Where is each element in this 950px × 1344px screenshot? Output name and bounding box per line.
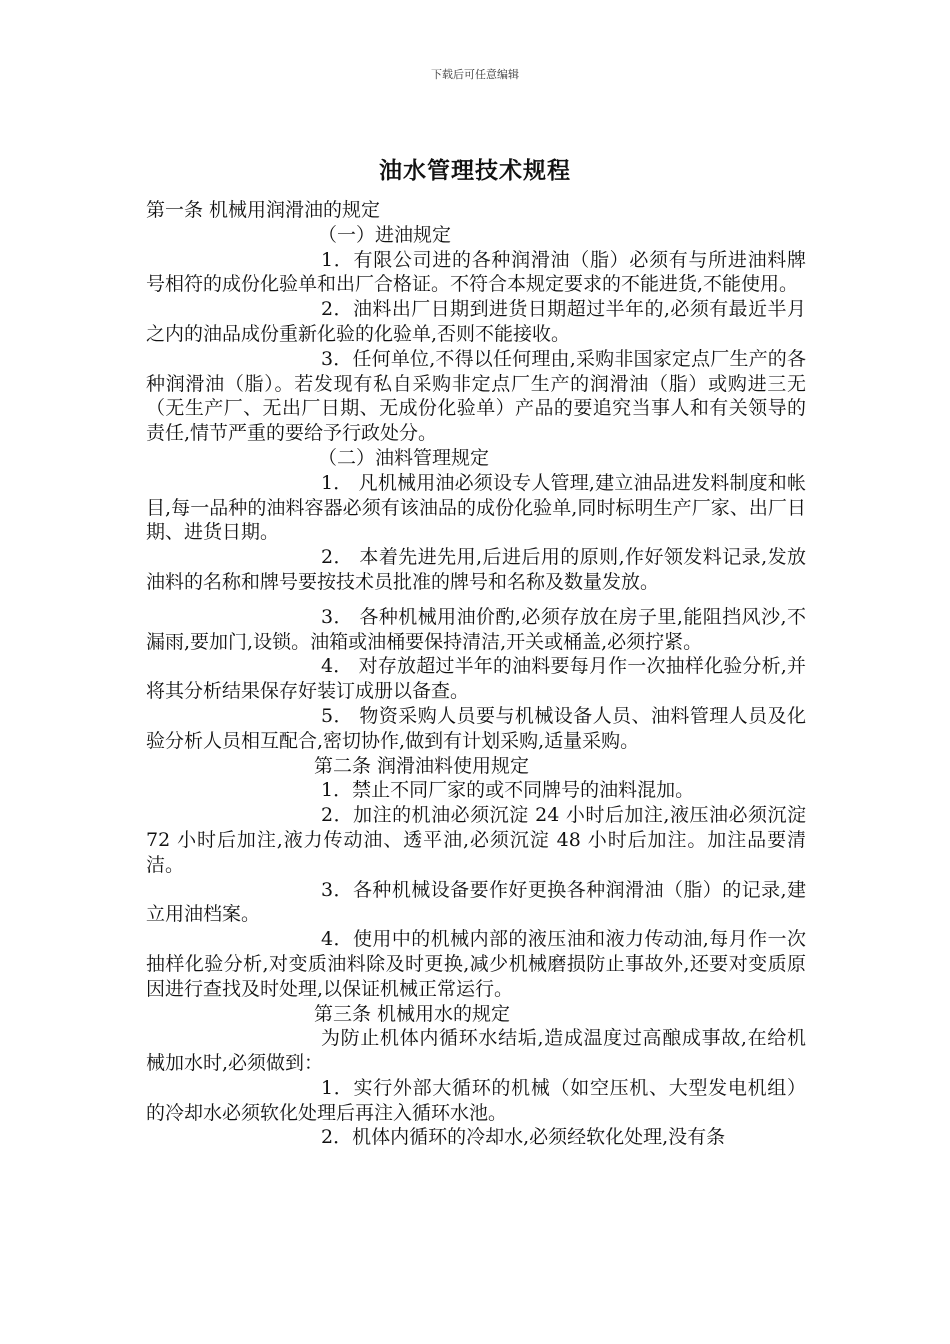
paragraph: 为防止机体内循环水结垢,造成温度过高酿成事故,在给机械加水时,必须做到： (146, 1027, 806, 1075)
paragraph: 2．机体内循环的冷却水,必须经软化处理,没有条 (321, 1126, 726, 1149)
article-heading-1: 第一条 机械用润滑油的规定 (146, 199, 381, 221)
document-body (146, 198, 806, 1150)
paragraph: 2．油料出厂日期到进货日期超过半年的,必须有最近半月之内的油品成份重新化验的化验单,否则不能接收。 (146, 298, 806, 345)
paragraph: 3．各种机械设备要作好更换各种润滑油（脂）的记录,建立用油档案。 (146, 878, 806, 926)
article-heading-2: 第二条 润滑油料使用规定 (314, 754, 530, 777)
paragraph: 4．使用中的机械内部的液压油和液力传动油,每月作一次抽样化验分析,对变质油料除及时更换,减少机械磨损防止事故外,还要对变质原因进行查找及时处理,以保证机械正常运行。 (146, 928, 806, 1000)
paragraph: 2．加注的机油必须沉淀 24 小时后加注,液压油必须沉淀 72 小时后加注,液力传动油、透平油,必须沉淀 48 小时后加注。加注品要清洁。 (146, 804, 806, 876)
paragraph: 2． 本着先进先用,后进后用的原则,作好领发料记录,发放油料的名称和牌号要按技术员批准的牌号和名称及数量发放。 (146, 546, 806, 593)
header-note: 下载后可任意编辑 (431, 68, 519, 81)
paragraph: 3．任何单位,不得以任何理由,采购非国家定点厂生产的各种润滑油（脂）。若发现有私自采购非定点厂生产的润滑油（脂）或购进三无（无生产厂、无出厂日期、无成份化验单）产品的要追究当事人和有关领导的责任,情节严重的要给予行政处分。 (146, 347, 806, 445)
paragraph: 4． 对存放超过半年的油料要每月作一次抽样化验分析,并将其分析结果保存好装订成册以备查。 (146, 655, 806, 703)
paragraph: 1．禁止不同厂家的或不同牌号的油料混加。 (321, 779, 695, 802)
section-heading-management: （二）油料管理规定 (318, 446, 490, 469)
paragraph: 1．实行外部大循环的机械（如空压机、大型发电机组）的冷却水必须软化处理后再注入循环水池。 (146, 1076, 806, 1124)
article-heading-3: 第三条 机械用水的规定 (314, 1002, 511, 1025)
paragraph: 3． 各种机械用油价酌,必须存放在房子里,能阻挡风沙,不漏雨,要加门,设锁。油箱或油桶要保持清洁,开关或桶盖,必须拧紧。 (146, 605, 806, 653)
paragraph: 1． 凡机械用油必须设专人管理,建立油品进发料制度和帐目,每一品种的油料容器必须有该油品的成份化验单,同时标明生产厂家、出厂日期、进货日期。 (146, 471, 806, 544)
paragraph: 5． 物资采购人员要与机械设备人员、油料管理人员及化验分析人员相互配合,密切协作,做到有计划采购,适量采购。 (146, 704, 806, 752)
section-heading-intake: （一）进油规定 (318, 223, 452, 246)
document-title: 油水管理技术规程 (379, 157, 571, 184)
paragraph: 1．有限公司进的各种润滑油（脂）必须有与所进油料牌号相符的成份化验单和出厂合格证。不符合本规定要求的不能进货,不能使用。 (146, 248, 806, 296)
